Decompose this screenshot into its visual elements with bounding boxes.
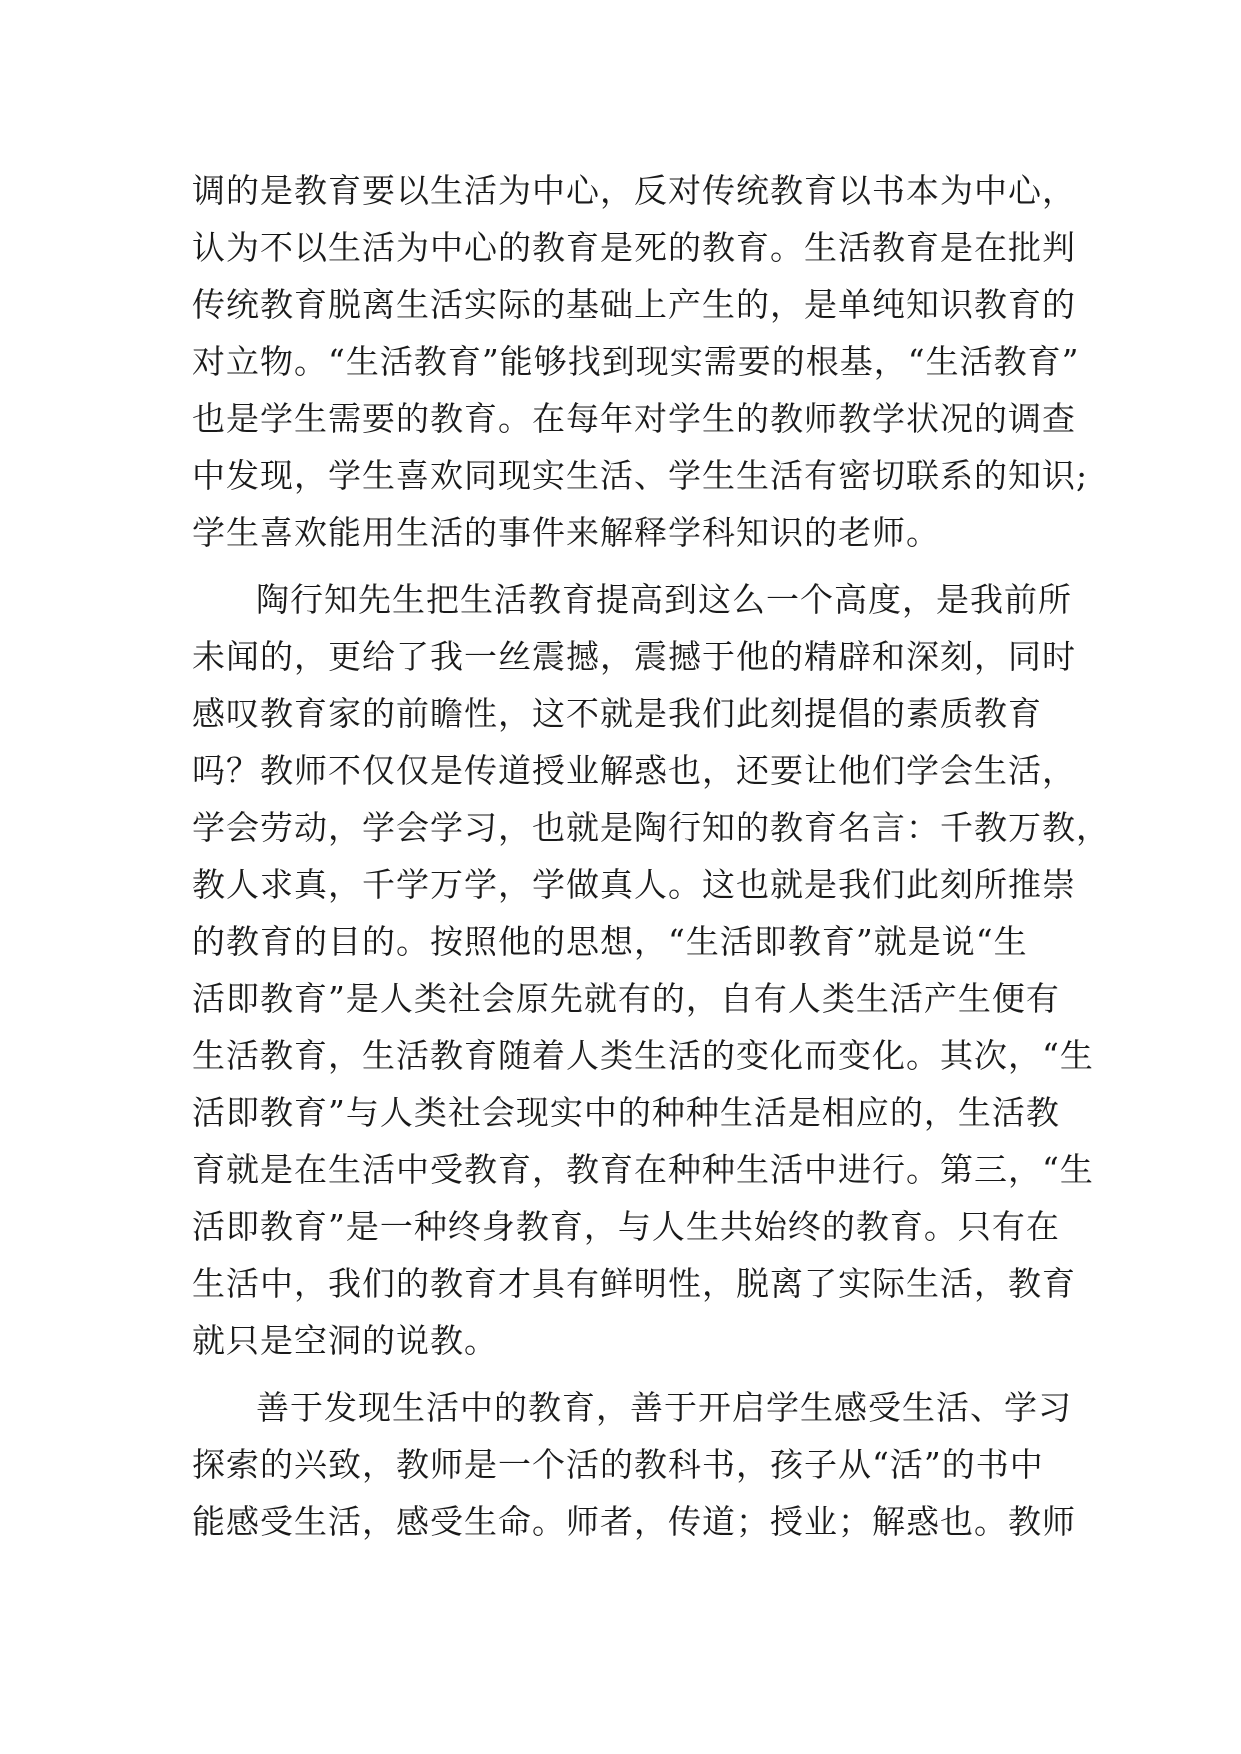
paragraph-3 bbox=[192, 1379, 1076, 1550]
text-line: 未闻的，更给了我一丝震撼，震撼于他的精辟和深刻，同时 bbox=[192, 637, 1076, 676]
text-line: 学会劳动，学会学习，也就是陶行知的教育名言：千教万教， bbox=[192, 808, 1110, 847]
text-line: 教人求真，千学万学，学做真人。这也就是我们此刻所推崇 bbox=[192, 865, 1076, 904]
text-line: 活即教育”是人类社会原先就有的，自有人类生活产生便有 bbox=[192, 979, 1060, 1018]
text-line: 活即教育”是一种终身教育，与人生共始终的教育。只有在 bbox=[192, 1207, 1060, 1246]
text-line: 认为不以生活为中心的教育是死的教育。生活教育是在批判 bbox=[192, 228, 1076, 267]
paragraph-gap bbox=[192, 1369, 1052, 1379]
text-line: 学生喜欢能用生活的事件来解释学科知识的老师。 bbox=[192, 513, 940, 552]
text-line: 生活教育，生活教育随着人类生活的变化而变化。其次，“生 bbox=[192, 1036, 1094, 1075]
text-line: 对立物。“生活教育”能够找到现实需要的根基，“生活教育” bbox=[192, 342, 1080, 381]
text-line: 探索的兴致，教师是一个活的教科书，孩子从“活”的书中 bbox=[192, 1445, 1044, 1484]
text-line: 活即教育”与人类社会现实中的种种生活是相应的，生活教 bbox=[192, 1093, 1060, 1132]
text-line: 吗？教师不仅仅是传道授业解惑也，还要让他们学会生活， bbox=[192, 751, 1076, 790]
body-text bbox=[192, 162, 1110, 1550]
text-line: 传统教育脱离生活实际的基础上产生的，是单纯知识教育的 bbox=[192, 285, 1076, 324]
text-line: 育就是在生活中受教育，教育在种种生活中进行。第三，“生 bbox=[192, 1150, 1094, 1189]
text-line: 的教育的目的。按照他的思想，“生活即教育”就是说“生 bbox=[192, 922, 1028, 961]
text-line: 善于发现生活中的教育，善于开启学生感受生活、学习 bbox=[256, 1388, 1072, 1427]
text-line: 中发现，学生喜欢同现实生活、学生生活有密切联系的知识; bbox=[192, 456, 1089, 495]
paragraph-1 bbox=[192, 162, 1089, 561]
text-line: 调的是教育要以生活为中心，反对传统教育以书本为中心， bbox=[192, 171, 1076, 210]
text-line: 能感受生活，感受生命。师者，传道；授业；解惑也。教师 bbox=[192, 1502, 1076, 1541]
text-line: 也是学生需要的教育。在每年对学生的教师教学状况的调查 bbox=[192, 399, 1076, 438]
text-line: 就只是空洞的说教。 bbox=[192, 1321, 498, 1360]
paragraph-gap bbox=[192, 561, 1052, 571]
text-line: 陶行知先生把生活教育提高到这么一个高度，是我前所 bbox=[256, 580, 1072, 619]
text-line: 生活中，我们的教育才具有鲜明性，脱离了实际生活，教育 bbox=[192, 1264, 1076, 1303]
text-line: 感叹教育家的前瞻性，这不就是我们此刻提倡的素质教育 bbox=[192, 694, 1042, 733]
paragraph-2 bbox=[192, 571, 1110, 1369]
